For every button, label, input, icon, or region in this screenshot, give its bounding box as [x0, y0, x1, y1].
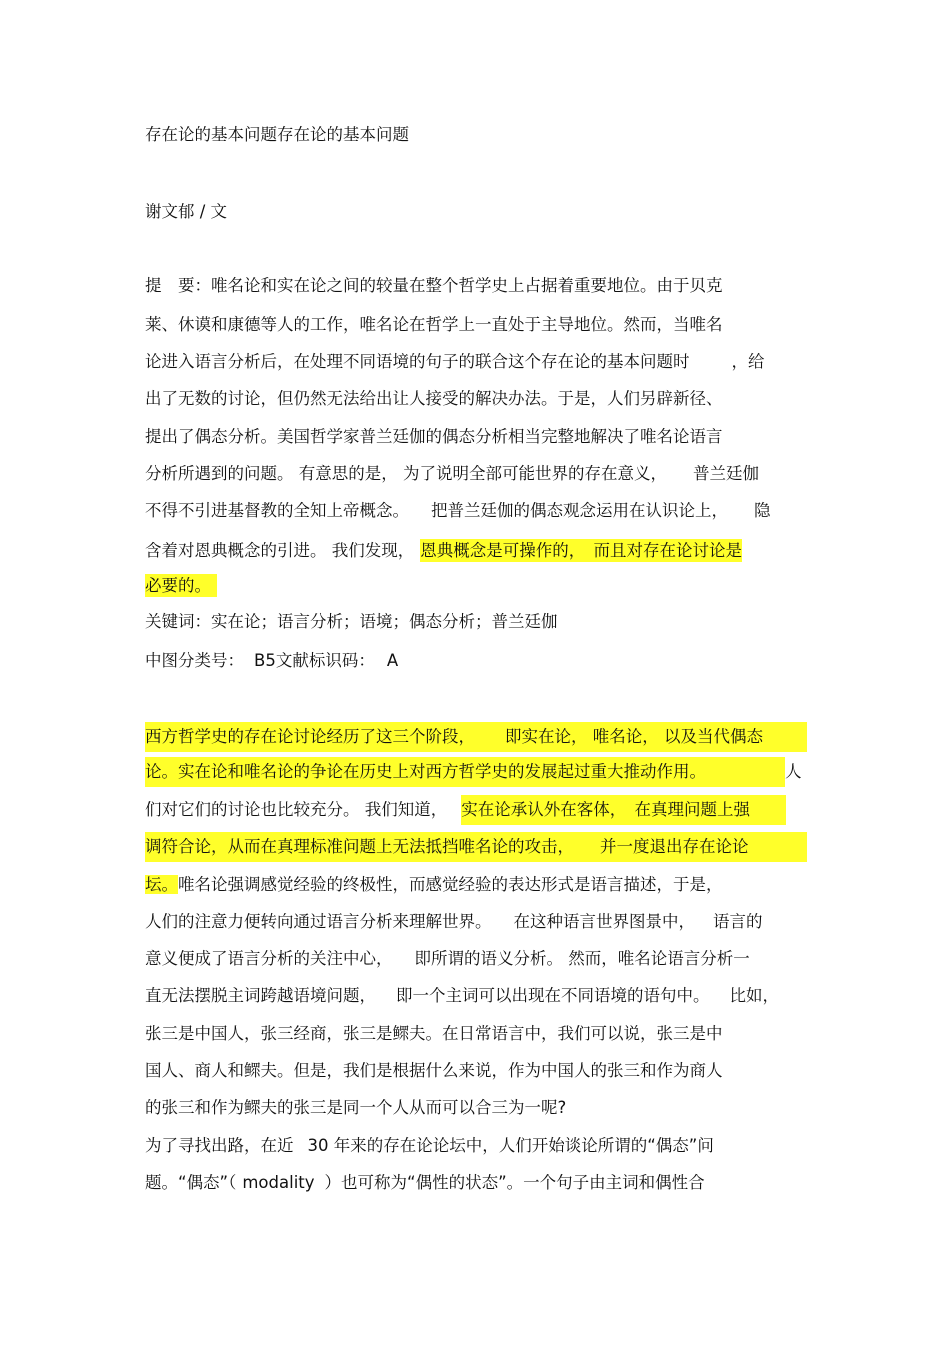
body-line-5-b: 唯名论强调感觉经验的终极性，而感觉经验的表达形式是语言描述，于是，	[178, 875, 723, 894]
body-line-12	[145, 1134, 807, 1158]
classification-line	[145, 649, 807, 673]
body-line-13-b: modality	[242, 1173, 315, 1192]
body-line-7	[145, 947, 807, 971]
body-line-2	[145, 757, 807, 787]
body-line-5	[145, 870, 807, 900]
body-line-6-a: 人们的注意力便转向通过语言分析来理解世界。	[145, 912, 492, 931]
abstract-line-1: 提 要：唯名论和实在论之间的较量在整个哲学史上占据着重要地位。由于贝克	[145, 276, 723, 295]
body-line-13-c: ）也可称为“偶性的状态”。一个句子由主词和偶性合	[324, 1173, 705, 1192]
abstract-line-2: 莱、休谟和康德等人的工作，唯名论在哲学上一直处于主导地位。然而，当唯名	[145, 315, 723, 334]
body-line-1-b: 即实在论， 唯名论， 以及当代偶态	[505, 727, 763, 746]
body-highlight-1	[145, 722, 807, 752]
author-line: 谢文郁 / 文	[145, 202, 228, 221]
body-highlight-3: 实在论承认外在客体， 在真理问题上强	[461, 795, 786, 825]
abstract-line-6-a: 分析所遇到的问题。 有意思的是， 为了说明全部可能世界的存在意义，	[145, 464, 667, 483]
body-line-7-b: 即所谓的语义分析。 然而，唯名论语言分析一	[414, 949, 750, 968]
abstract-line-3	[145, 350, 807, 374]
body-line-1	[145, 722, 807, 752]
abstract-line-6-b: 普兰廷伽	[693, 464, 759, 483]
body-line-9: 张三是中国人，张三经商，张三是鳏夫。在日常语言中，我们可以说，张三是中	[145, 1024, 723, 1043]
body-line-6-c: 语言的	[713, 912, 763, 931]
abstract-line-7	[145, 499, 807, 523]
abstract-highlight-1: 恩典概念是可操作的， 而且对存在论讨论是	[420, 541, 742, 560]
body-line-11: 的张三和作为鳏夫的张三是同一个人从而可以合三为一呢?	[145, 1098, 567, 1117]
body-line-7-a: 意义便成了语言分析的关注中心，	[145, 949, 393, 968]
body-line-13	[145, 1171, 807, 1195]
body-line-8	[145, 984, 807, 1008]
body-line-1-a: 西方哲学史的存在论讨论经历了这三个阶段，	[145, 727, 475, 746]
body-highlight-2: 论。实在论和唯名论的争论在历史上对西方哲学史的发展起过重大推动作用。	[145, 757, 785, 787]
doc-id-label: 文献标识码：	[275, 651, 375, 670]
abstract-line-3-b: ，给	[731, 352, 765, 371]
body-line-13-a: 题。“偶态”（	[145, 1173, 237, 1192]
body-line-4	[145, 832, 807, 862]
body-line-4-b: 并一度退出存在论论	[600, 837, 749, 856]
abstract-line-7-a: 不得不引进基督教的全知上帝概念。	[145, 501, 409, 520]
abstract-line-6	[145, 462, 807, 486]
abstract-line-4: 出了无数的讨论，但仍然无法给出让人接受的解决办法。于是，人们另辟新径、	[145, 389, 723, 408]
body-line-8-c: 比如，	[729, 986, 779, 1005]
body-line-6-b: 在这种语言世界图景中，	[513, 912, 695, 931]
classification-code: B5	[254, 651, 276, 670]
body-line-4-a: 调符合论，从而在真理标准问题上无法抵挡唯名论的攻击，	[145, 837, 574, 856]
classification-label: 中图分类号：	[145, 651, 244, 670]
keywords-line: 关键词：实在论；语言分析；语境；偶态分析；普兰廷伽	[145, 612, 558, 631]
abstract-line-8	[145, 537, 807, 565]
abstract-line-5: 提出了偶态分析。美国哲学家普兰廷伽的偶态分析相当完整地解决了唯名论语言	[145, 427, 723, 446]
document-title: 存在论的基本问题存在论的基本问题	[145, 125, 409, 144]
body-highlight-5: 坛。	[145, 875, 178, 894]
abstract-highlight-2: 必要的。	[145, 574, 217, 597]
body-line-10: 国人、商人和鳏夫。但是，我们是根据什么来说，作为中国人的张三和作为商人	[145, 1061, 723, 1080]
body-line-3	[145, 795, 807, 825]
body-line-12-b: 30 年来的存在论论坛中，人们开始谈论所谓的“偶态”问	[307, 1136, 714, 1155]
abstract-line-7-b: 把普兰廷伽的偶态观念运用在认识论上，	[431, 501, 728, 520]
body-highlight-4	[145, 832, 807, 862]
body-line-6	[145, 910, 807, 934]
abstract-line-8-a: 含着对恩典概念的引进。 我们发现，	[145, 541, 415, 560]
body-line-2-b: 人	[785, 762, 802, 781]
abstract-line-3-a: 论进入语言分析后，在处理不同语境的句子的联合这个存在论的基本问题时	[145, 352, 690, 371]
doc-id-code: A	[386, 651, 399, 670]
body-line-12-a: 为了寻找出路，在近	[145, 1136, 294, 1155]
body-line-8-a: 直无法摆脱主词跨越语境问题，	[145, 986, 376, 1005]
body-line-3-a: 们对它们的讨论也比较充分。 我们知道，	[145, 800, 448, 819]
abstract-line-7-c: 隐	[754, 501, 771, 520]
abstract-line-9	[145, 572, 807, 600]
body-line-8-b: 即一个主词可以出现在不同语境的语句中。	[396, 986, 710, 1005]
